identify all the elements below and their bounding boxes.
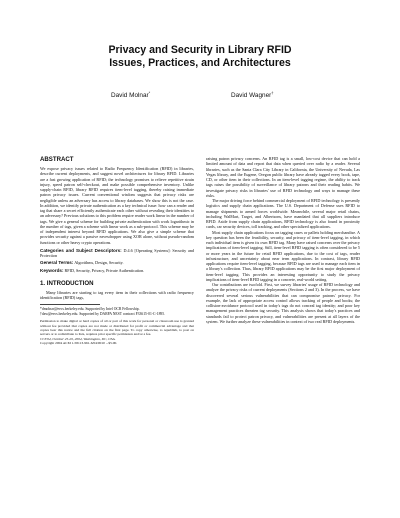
categories-label: Categories and Subject Descriptors: <box>40 247 122 253</box>
conference-line: CCS'04, October 25-29, 2004, Washington, DC, USA. <box>40 336 116 341</box>
author-2-name: David Wagner <box>231 92 272 100</box>
paper-title <box>40 44 360 70</box>
categories-text: D.4.6 [Operating Systems]: Security and Protection <box>40 247 195 258</box>
keywords-block <box>40 268 194 273</box>
title-line-1: Privacy and Security in Library RFID <box>108 44 292 56</box>
author-2-mark: † <box>271 90 274 95</box>
right-paragraph-2: The major driving force behind commercial deployment of RFID technology is presently logistics and supply chain applications. The U.S. Department of Defense uses RFID to manage shipments to armed forces worldwide. Meanwhile, several major retail chains, including WalMart, Target, and Albertsons, have mandated that all suppliers introduce RFID. Aside from supply chain applications, RFID technology is also found in proximity cards, car security devices, toll tracking, and other specialized applications. <box>206 198 360 230</box>
footnote-rule <box>40 304 100 305</box>
abstract-heading: ABSTRACT <box>40 156 74 163</box>
right-column <box>206 156 360 324</box>
footnote-2: †daw@eecs.berkeley.edu. Supported by DARPA NEST contract F33615-01-C-1895. <box>40 311 166 316</box>
general-terms-text: Algorithms, Design, Security. <box>74 260 124 266</box>
right-paragraph-3: Most supply chain applications focus on tagging cases or pallets holding merchandise. A key question has been the feasibility, security, and privacy of item-level tagging, in which each individual item is given its own RFID tag. Many have raised concerns over the privacy implications of item-level tagging. Still, item-level RFID tagging is often considered to be 5 or more years in the future for retail RFID applications, due to the cost of tags, reader infrastructure, and uncertainty about near term applications. In contrast, library RFID applications require item-level tagging, because RFID tags are used to manage each item in a library's collection. Thus, library RFID applications may be the first major deployment of item-level tagging. This provides an interesting opportunity to study the privacy implications of item-level RFID tagging in a concrete, real-world setting. <box>206 229 360 282</box>
general-terms-block <box>40 260 194 265</box>
title-line-2: Issues, Practices, and Architectures <box>109 57 291 69</box>
footnote-1: *dmolnar@eecs.berkeley.edu. Supported by Intel OCR Fellowship. <box>40 307 140 312</box>
categories-block <box>40 248 194 259</box>
copyright-line: Copyright 2004 ACM 1-58113-961-6/04/0010 ...$5.00. <box>40 340 118 345</box>
author-1-name: David Molnar <box>111 92 149 100</box>
left-column <box>40 156 194 345</box>
intro-heading: 1. INTRODUCTION <box>40 279 94 287</box>
author-2 <box>231 90 274 99</box>
author-1-mark: * <box>148 90 151 95</box>
keywords-text: RFID, Security, Privacy, Private Authentication. <box>64 267 145 273</box>
right-paragraph-1: raising patron privacy concerns. An RFID tag is a small, low-cost device that can hold a limited amount of data and report that data when queried over radio by a reader. Several libraries, such as the Santa Clara City Library in California, the University of Nevada, Las Vegas library, and the Eugene, Oregon public library have already tagged every book, tape, CD, or other item in their collections. In an item-level tagging regime, the ability to track tags raises the possibility of surveillance of library patrons and their reading habits. We investigate privacy risks in libraries' use of RFID technology and ways to manage these risks. <box>206 156 360 198</box>
keywords-label: Keywords: <box>40 267 64 273</box>
permission-notice: Permission to make digital or hard copies of all or part of this work for personal or classroom use is granted without fee provided that copies are not made or distributed for profit or commercial advantage and that copies bear this notice and the full citation on the first page. To copy otherwise, to republish, to post on servers or to redistribute to lists, requires prior specific permission and/or a fee. <box>40 319 194 337</box>
general-terms-label: General Terms: <box>40 260 74 266</box>
intro-paragraph: Many libraries are starting to tag every item in their collections with radio frequency identification (RFID) tags, <box>40 289 194 300</box>
author-1 <box>111 90 150 99</box>
right-paragraph-4: Our contributions are twofold. First, we survey libraries' usage of RFID technology and analyze the privacy risks of current deployments (Sections 2 and 3). In the process, we have discovered several serious vulnerabilities that can compromise patrons' privacy. For example, the lack of appropriate access control allows tracking of people and books; the collision-avoidance protocol used in today's tags do not conceal tag identity; and poor key management practices threaten tag security. This analysis shows that today's practices and standards fail to protect patron privacy, and vulnerabilities are present at all layers of the system. We further analyze these vulnerabilities in context of two real RFID deployments. <box>206 282 360 324</box>
abstract-text: We expose privacy issues related to Radio Frequency Identification (RFID) in libraries, describe current deployments, and suggest novel architectures for library RFID. Libraries are a fast growing application of RFID; the technology promises to relieve repetitive strain injury, speed patron self-checkout, and make possible comprehensive inventory. Unlike supply-chain RFID, library RFID requires item-level tagging, thereby raising immediate patron privacy issues. Current conventional wisdom suggests that privacy risks are negligible unless an adversary has access to library databases. We show this is not the case. In addition, we identify private authentication as a key technical issue: how can a reader and tag that share a secret efficiently authenticate each other without revealing their identities to an adversary? Previous solutions to this problem require reader work linear in the number of tags. We give a general scheme for building private authentication with work logarithmic in the number of tags, given a scheme with linear work as a sub-protocol. This scheme may be of independent interest beyond RFID applications. We also give a simple scheme that provides security against a passive eavesdropper using XOR alone, without pseudo-random functions or other heavy crypto operations. <box>40 166 194 245</box>
